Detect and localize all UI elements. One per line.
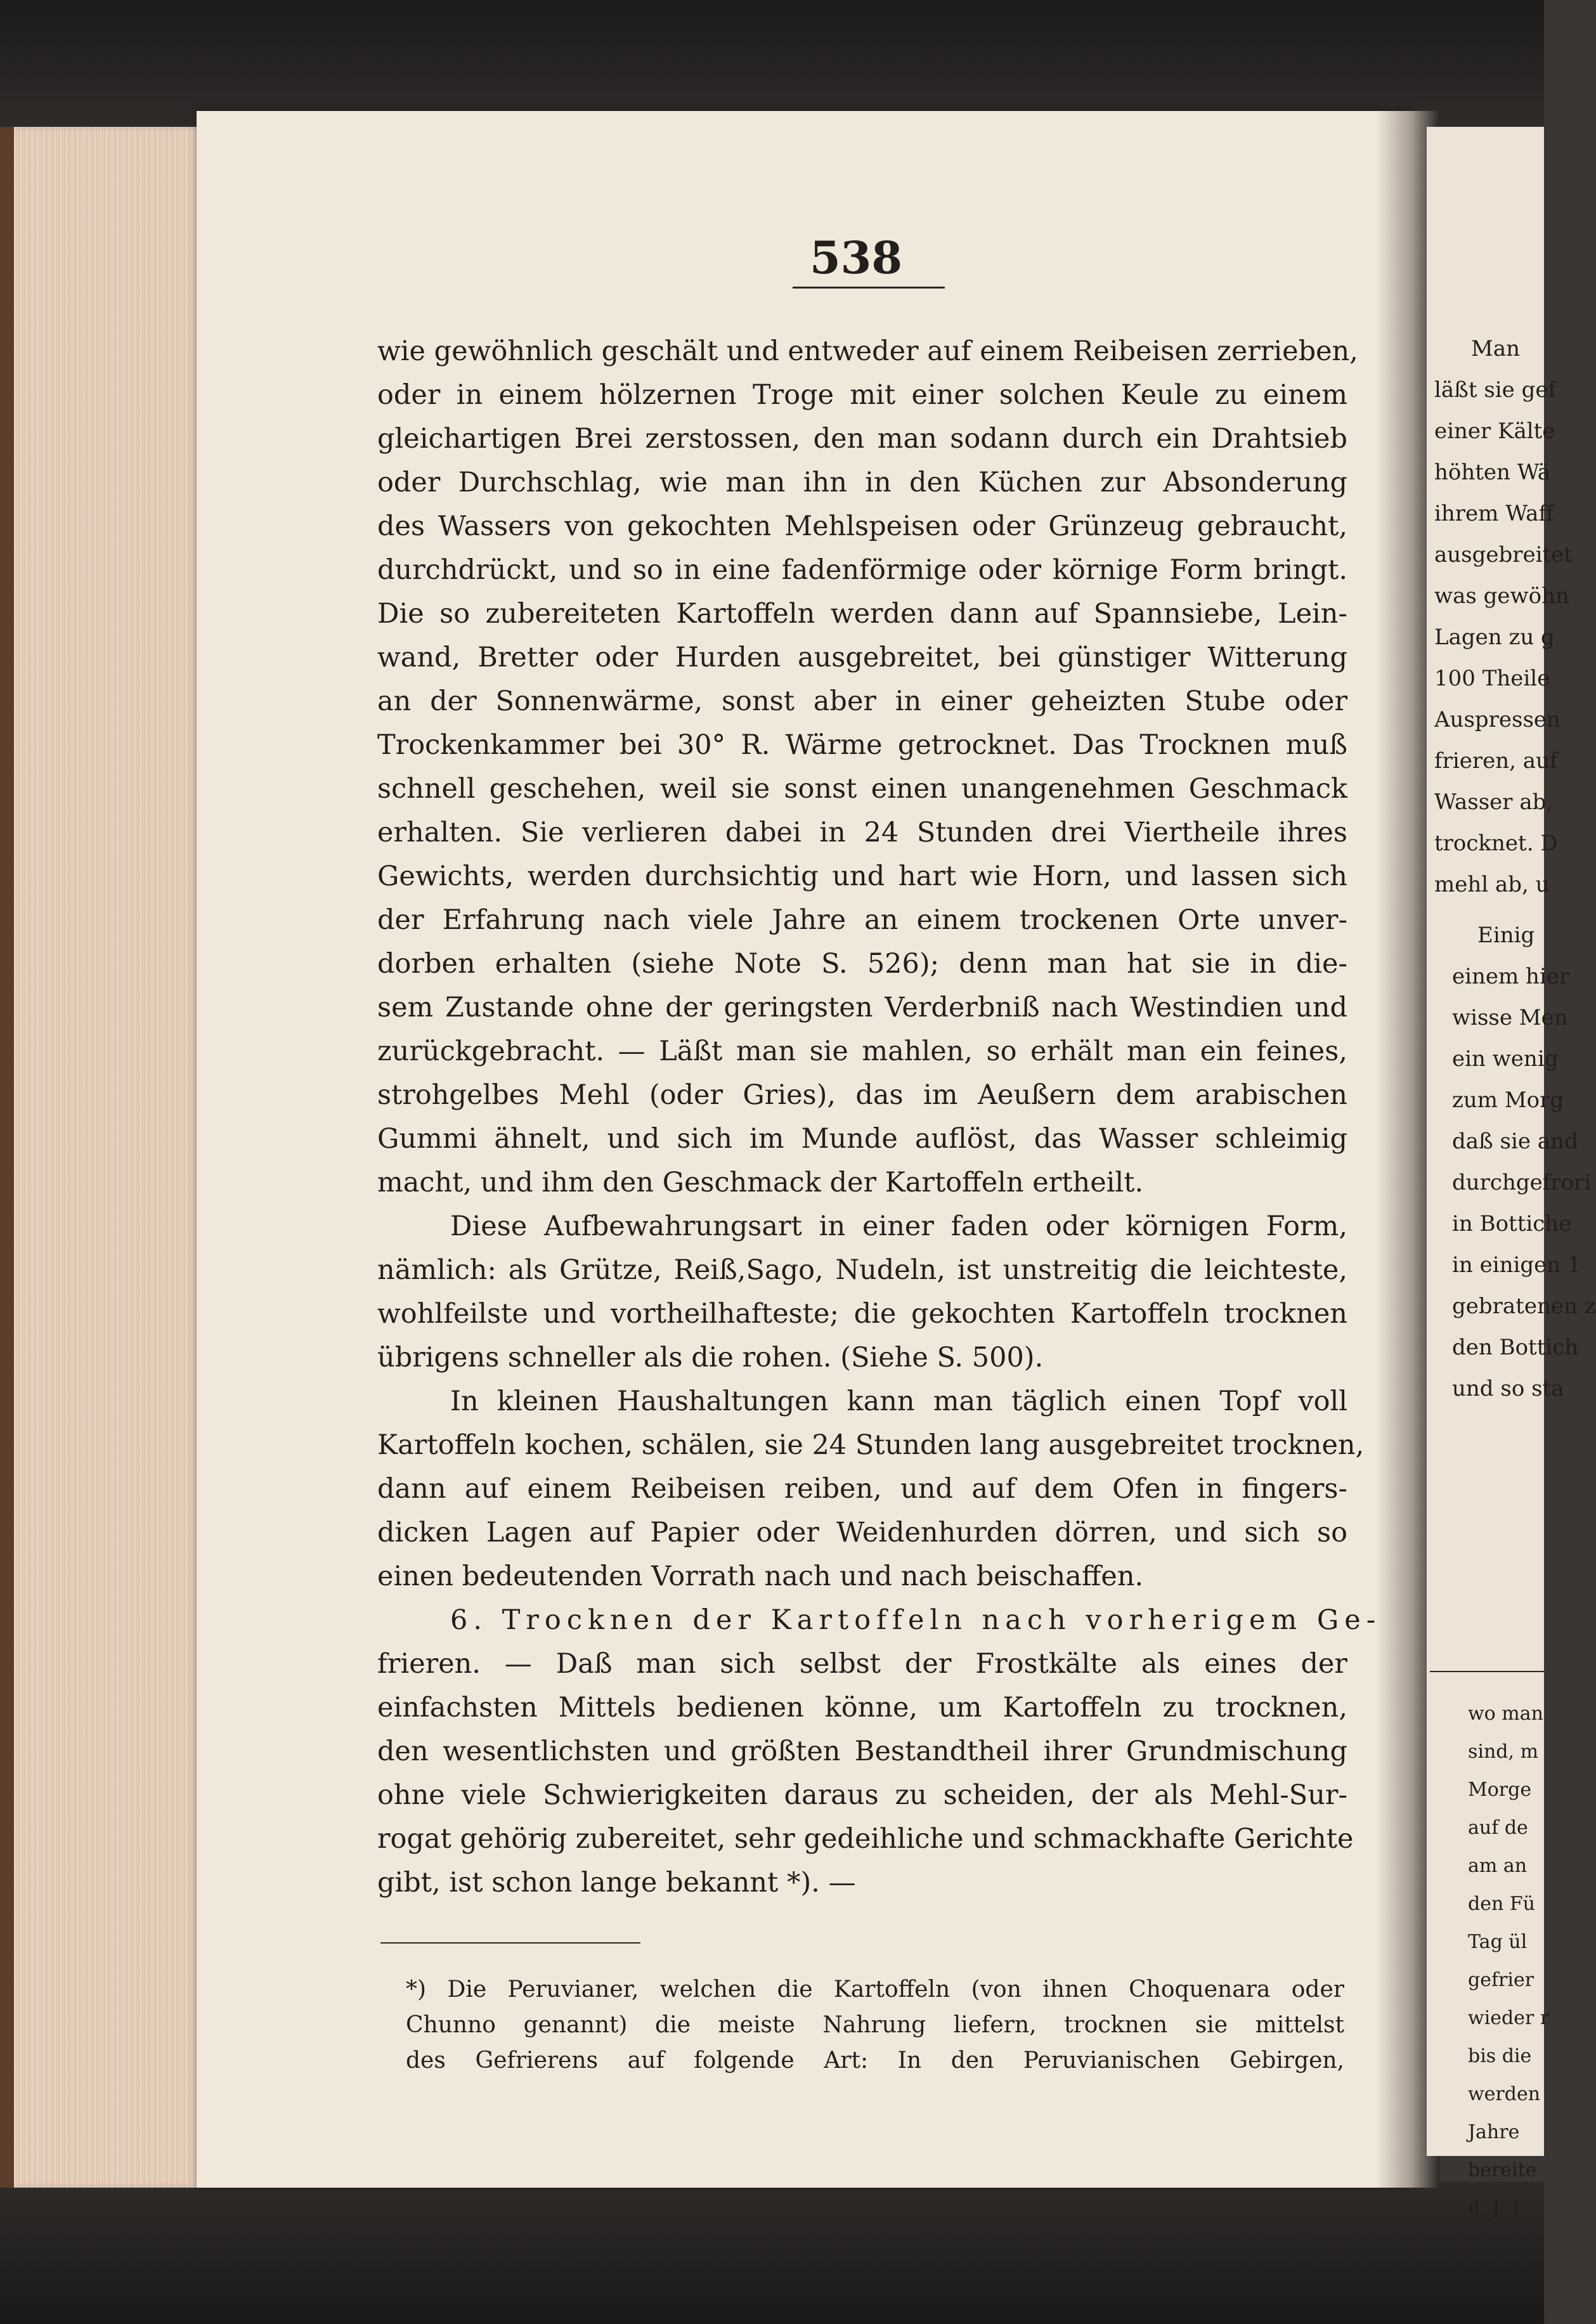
- text-line: dann auf einem Reibeisen reiben, und auf dem Ofen in fingers-: [377, 1473, 1347, 1505]
- right-page-footnote-line: d. J. 1: [1468, 2197, 1523, 2219]
- background-bottom: [0, 2181, 1544, 2324]
- page-number: 538: [809, 231, 903, 284]
- right-page-line: wisse Men: [1452, 1005, 1568, 1030]
- text-line: einen bedeutenden Vorrath nach und nach beischaffen.: [377, 1561, 1144, 1592]
- text-line: zurückgebracht. — Läßt man sie mahlen, so erhält man ein feines,: [377, 1035, 1347, 1067]
- right-page-footnote-line: gefrier: [1468, 1969, 1534, 1991]
- right-page-line: daß sie and: [1452, 1129, 1578, 1154]
- text-line: oder Durchschlag, wie man ihn in den Küchen zur Absonderung: [377, 467, 1347, 498]
- text-line: wand, Bretter oder Hurden ausgebreitet, bei günstiger Witterung: [377, 642, 1347, 673]
- book-fore-edge: [0, 127, 203, 2188]
- right-page-line: Man: [1471, 336, 1520, 361]
- right-page-line: Auspressen: [1434, 707, 1560, 732]
- right-page-footnote-line: wieder r: [1468, 2007, 1550, 2029]
- text-line: frieren. — Daß man sich selbst der Frostkälte als eines der: [377, 1648, 1347, 1680]
- right-page-line: trocknet. D: [1434, 831, 1558, 856]
- text-line: rogat gehörig zubereitet, sehr gedeihliche und schmackhafte Gerichte: [377, 1823, 1354, 1855]
- right-page-line: 100 Theile: [1434, 666, 1550, 691]
- right-page-line: den Bottich: [1452, 1335, 1579, 1360]
- right-page-footnote-line: Jahre: [1468, 2121, 1520, 2143]
- right-page-footnote-line: auf de: [1468, 1817, 1528, 1839]
- text-line: wohlfeilste und vortheilhafteste; die gekochten Kartoffeln trocknen: [377, 1298, 1347, 1330]
- text-line: erhalten. Sie verlieren dabei in 24 Stunden drei Viertheile ihres: [377, 817, 1347, 848]
- right-page-line: durchgefrori: [1452, 1170, 1592, 1195]
- book-cover-edge: [0, 127, 14, 2188]
- right-page-footnote-rule: [1430, 1671, 1544, 1672]
- right-page-line: mehl ab, u: [1434, 872, 1550, 897]
- right-page-line: einer Kälte: [1434, 419, 1555, 444]
- page-number-rule: [793, 287, 945, 289]
- right-page-line: höhten Wä: [1434, 460, 1551, 485]
- section-heading-line: 6. Trocknen der Kartoffeln nach vorherigem Ge-: [450, 1604, 1382, 1636]
- text-line: Diese Aufbewahrungsart in einer faden oder körnigen Form,: [450, 1211, 1347, 1242]
- text-line: gibt, ist schon lange bekannt *). —: [377, 1867, 856, 1899]
- right-page-footnote-line: Tag ül: [1468, 1931, 1528, 1953]
- right-page-line: Lagen zu g: [1434, 625, 1555, 650]
- right-page-footnote-line: den Fü: [1468, 1893, 1535, 1915]
- right-page-footnote-line: am an: [1468, 1855, 1528, 1877]
- right-page-footnote-line: bereite: [1468, 2159, 1537, 2181]
- text-line: dorben erhalten (siehe Note S. 526); denn man hat sie in die-: [377, 948, 1347, 980]
- text-line: ohne viele Schwierigkeiten daraus zu scheiden, der als Mehl-Sur-: [377, 1779, 1347, 1811]
- text-line: In kleinen Haushaltungen kann man täglich einen Topf voll: [450, 1386, 1347, 1417]
- text-line: Die so zubereiteten Kartoffeln werden dann auf Spannsiebe, Lein-: [377, 598, 1347, 630]
- text-line: strohgelbes Mehl (oder Gries), das im Aeußern dem arabischen: [377, 1079, 1347, 1111]
- text-line: wie gewöhnlich geschält und entweder auf einem Reibeisen zerrieben,: [377, 335, 1358, 367]
- footnote-rule: [380, 1942, 640, 1944]
- right-page-line: gebratenen z: [1452, 1294, 1596, 1319]
- right-page-line: Wasser ab,: [1434, 789, 1554, 815]
- text-line: oder in einem hölzernen Troge mit einer solchen Keule zu einem: [377, 379, 1347, 411]
- footnote-line: des Gefrierens auf folgende Art: In den Peruvianischen Gebirgen,: [406, 2048, 1344, 2074]
- text-line: einfachsten Mittels bedienen könne, um Kartoffeln zu trocknen,: [377, 1692, 1347, 1724]
- text-line: Trockenkammer bei 30° R. Wärme getrocknet. Das Trocknen muß: [377, 729, 1347, 761]
- right-page-line: zum Morg: [1452, 1087, 1564, 1113]
- text-line: des Wassers von gekochten Mehlspeisen oder Grünzeug gebraucht,: [377, 510, 1347, 542]
- text-line: übrigens schneller als die rohen. (Siehe S. 500).: [377, 1342, 1044, 1373]
- footnote-line: *) Die Peruvianer, welchen die Kartoffeln (von ihnen Choquenara oder: [406, 1977, 1344, 2003]
- text-line: schnell geschehen, weil sie sonst einen unangenehmen Geschmack: [377, 773, 1347, 805]
- right-page-footnote-line: wo man: [1468, 1703, 1543, 1725]
- text-line: dicken Lagen auf Papier oder Weidenhurden dörren, und sich so: [377, 1517, 1347, 1548]
- right-page-line: in Bottiche: [1452, 1211, 1572, 1237]
- footnote: [406, 1972, 1344, 2079]
- text-line: den wesentlichsten und größten Bestandtheil ihrer Grundmischung: [377, 1736, 1347, 1767]
- right-page-fragment: [1427, 127, 1596, 2219]
- text-line: macht, und ihm den Geschmack der Kartoffeln ertheilt.: [377, 1167, 1144, 1198]
- text-line: der Erfahrung nach viele Jahre an einem trockenen Orte unver-: [377, 904, 1347, 936]
- right-page-line: ausgebreitet: [1434, 542, 1573, 568]
- text-line: Kartoffeln kochen, schälen, sie 24 Stunden lang ausgebreitet trocknen,: [377, 1429, 1365, 1461]
- right-page-footnote-line: werden: [1468, 2083, 1541, 2105]
- right-page-footnote-line: sind, m: [1468, 1741, 1539, 1763]
- footnote-line: Chunno genannt) die meiste Nahrung liefern, trocknen sie mittelst: [406, 2012, 1344, 2038]
- right-page-line: was gewöhn: [1434, 583, 1569, 609]
- text-line: sem Zustande ohne der geringsten Verderbniß nach Westindien und: [377, 992, 1347, 1023]
- right-page-line: ein wenig: [1452, 1046, 1559, 1072]
- right-page-line: Einig: [1477, 923, 1535, 948]
- text-line: nämlich: als Grütze, Reiß,Sago, Nudeln, ist unstreitig die leichteste,: [377, 1254, 1347, 1286]
- text-line: an der Sonnenwärme, sonst aber in einer geheizten Stube oder: [377, 685, 1347, 717]
- right-page-line: läßt sie gef: [1434, 377, 1557, 403]
- text-line: gleichartigen Brei zerstossen, den man sodann durch ein Drahtsieb: [377, 423, 1347, 455]
- right-page-line: frieren, auf: [1434, 748, 1558, 774]
- text-line: Gummi ähnelt, und sich im Munde auflöst, das Wasser schleimig: [377, 1123, 1347, 1155]
- right-page-footnote-line: bis die: [1468, 2045, 1532, 2067]
- right-page-line: und so sta: [1452, 1376, 1564, 1401]
- right-page-footnote-line: Morge: [1468, 1779, 1532, 1801]
- right-page-line: in einigen 1: [1452, 1252, 1581, 1278]
- right-page-line: ihrem Waff: [1434, 501, 1554, 526]
- text-line: durchdrückt, und so in eine fadenförmige oder körnige Form bringt.: [377, 554, 1347, 586]
- background-top: [0, 0, 1544, 127]
- text-line: Gewichts, werden durchsichtig und hart wie Horn, und lassen sich: [377, 860, 1347, 892]
- right-page-line: einem hier: [1452, 964, 1570, 989]
- body-text: [377, 330, 1382, 1905]
